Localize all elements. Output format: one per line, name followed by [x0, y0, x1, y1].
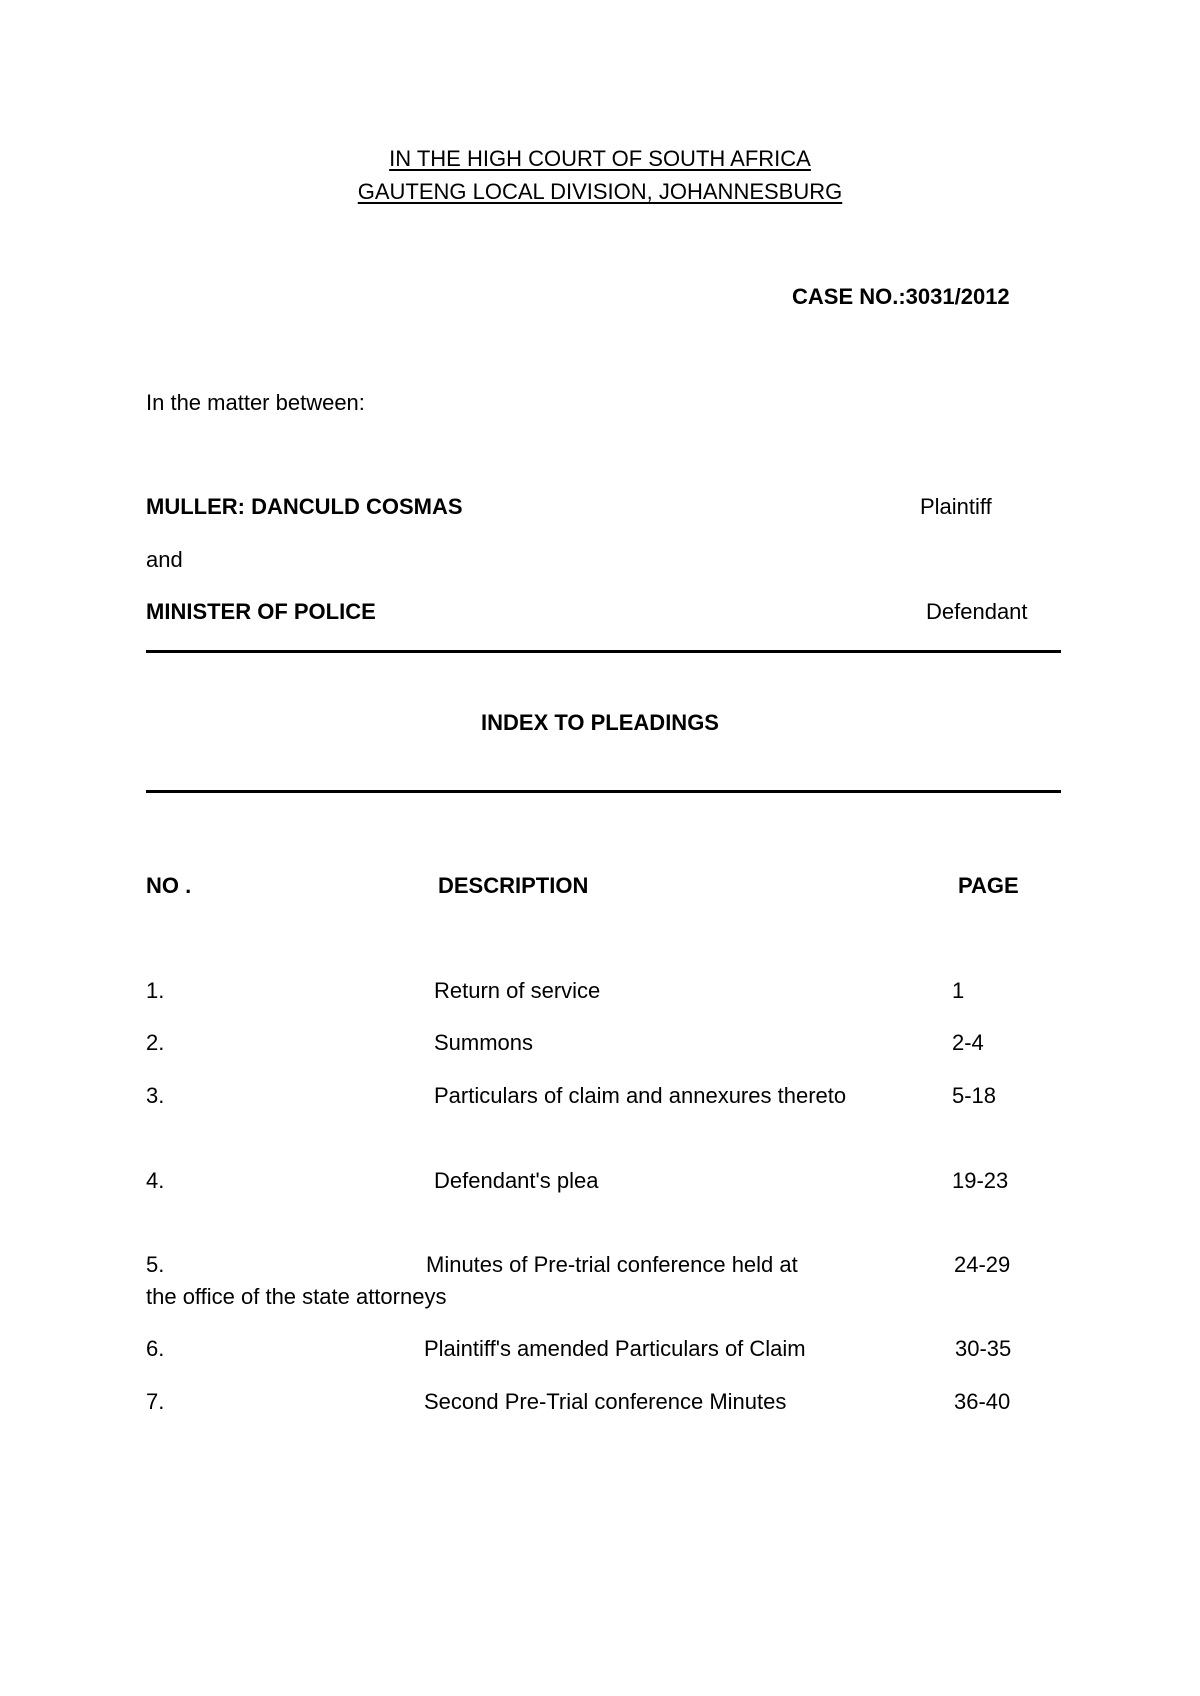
row-number: 6.: [146, 1336, 165, 1361]
court-title-line2: GAUTENG LOCAL DIVISION, JOHANNESBURG: [357, 179, 843, 204]
row-description: Minutes of Pre-trial conference held at: [426, 1252, 798, 1277]
row-description: Particulars of claim and annexures thereto: [434, 1083, 847, 1108]
index-title: INDEX TO PLEADINGS: [481, 710, 719, 735]
divider-bottom: [146, 790, 1061, 793]
matter-intro: In the matter between:: [146, 390, 365, 415]
row-number: 3.: [146, 1083, 165, 1108]
row-description: Defendant's plea: [434, 1168, 599, 1193]
row-number: 5.: [146, 1252, 165, 1277]
row-description: Summons: [434, 1030, 534, 1055]
conjunction-and: and: [146, 547, 183, 572]
row-description: Plaintiff's amended Particulars of Claim: [424, 1336, 806, 1361]
column-header-description: DESCRIPTION: [438, 873, 589, 898]
row-page: 19-23: [952, 1168, 1009, 1193]
row-number: 1.: [146, 978, 165, 1003]
row-page: 24-29: [954, 1252, 1011, 1277]
row-page: 5-18: [952, 1083, 997, 1108]
case-number: CASE NO.:3031/2012: [792, 284, 1010, 309]
row-page: 30-35: [955, 1336, 1012, 1361]
divider-top: [146, 650, 1061, 653]
row-number: 4.: [146, 1168, 165, 1193]
row-page: 2-4: [952, 1030, 984, 1055]
row-description: Return of service: [434, 978, 601, 1003]
row-description-continuation: the office of the state attorneys: [146, 1284, 447, 1309]
row-page: 1: [952, 978, 965, 1003]
row-number: 7.: [146, 1389, 165, 1414]
defendant-role: Defendant: [926, 599, 1028, 624]
defendant-name: MINISTER OF POLICE: [146, 599, 376, 624]
column-header-no: NO .: [146, 873, 192, 898]
row-description: Second Pre-Trial conference Minutes: [424, 1389, 787, 1414]
plaintiff-name: MULLER: DANCULD COSMAS: [146, 494, 463, 519]
row-page: 36-40: [954, 1389, 1011, 1414]
plaintiff-role: Plaintiff: [920, 494, 992, 519]
court-title-line1: IN THE HIGH COURT OF SOUTH AFRICA: [389, 146, 811, 171]
column-header-page: PAGE: [958, 873, 1019, 898]
row-number: 2.: [146, 1030, 165, 1055]
